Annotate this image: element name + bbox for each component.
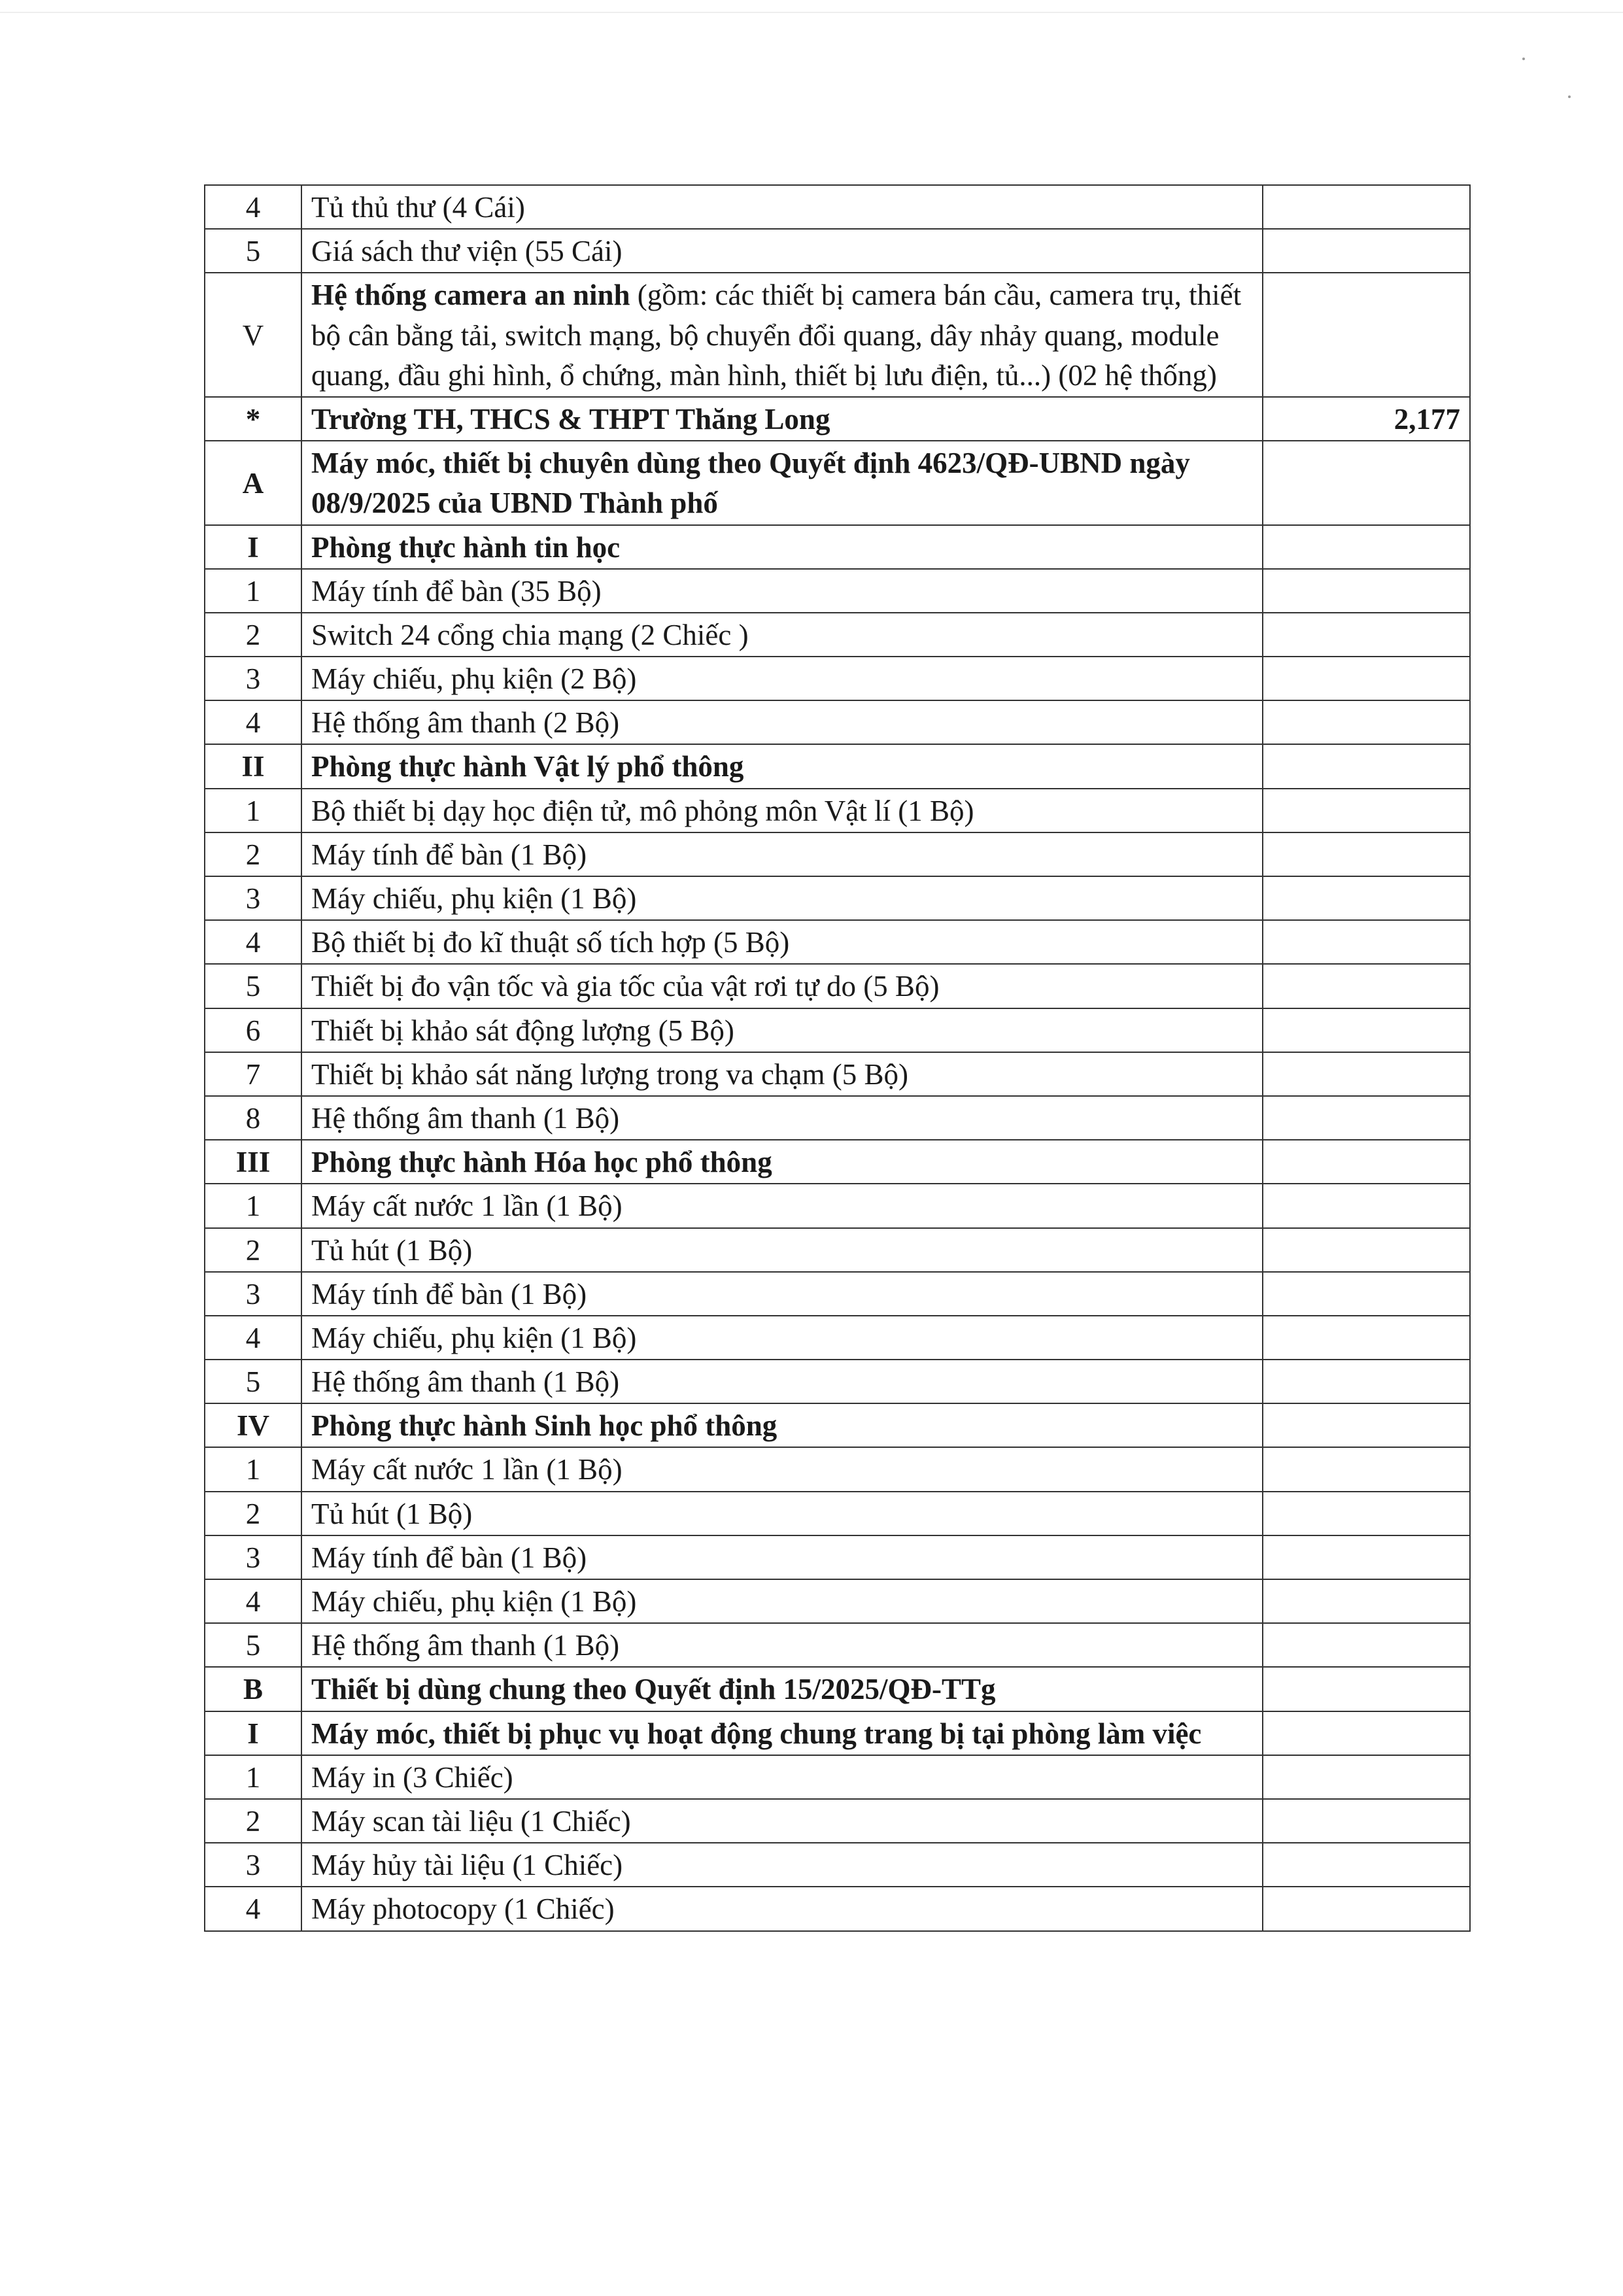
item-value	[1263, 920, 1470, 964]
item-value	[1263, 789, 1470, 832]
item-value	[1263, 1316, 1470, 1360]
item-name: Thiết bị dùng chung theo Quyết định 15/2025/QĐ-TTg	[301, 1667, 1263, 1711]
item-value	[1263, 1843, 1470, 1887]
item-name: Máy hủy tài liệu (1 Chiếc)	[301, 1843, 1263, 1887]
item-value	[1263, 441, 1470, 524]
table-row	[205, 569, 1470, 613]
item-value	[1263, 273, 1470, 397]
row-number: 1	[205, 789, 301, 832]
table-row	[205, 832, 1470, 876]
table-row	[205, 1052, 1470, 1096]
table-row	[205, 700, 1470, 744]
table-row	[205, 876, 1470, 920]
item-value	[1263, 700, 1470, 744]
table-row	[205, 613, 1470, 657]
table-row	[205, 657, 1470, 700]
row-number: 1	[205, 1184, 301, 1227]
table-row	[205, 1096, 1470, 1140]
item-value	[1263, 744, 1470, 788]
item-value	[1263, 1887, 1470, 1930]
row-number: 1	[205, 1447, 301, 1491]
item-value	[1263, 1623, 1470, 1667]
item-value	[1263, 1579, 1470, 1623]
section-row	[205, 1667, 1470, 1711]
row-number: 4	[205, 1316, 301, 1360]
item-value	[1263, 1535, 1470, 1579]
item-name	[301, 273, 1263, 397]
table-row	[205, 1008, 1470, 1052]
item-name: Máy chiếu, phụ kiện (1 Bộ)	[301, 1316, 1263, 1360]
page-top-edge	[0, 12, 1623, 13]
row-number: A	[205, 441, 301, 524]
item-name: Phòng thực hành Hóa học phổ thông	[301, 1140, 1263, 1184]
row-number: 1	[205, 569, 301, 613]
row-number: 5	[205, 964, 301, 1008]
item-value	[1263, 1403, 1470, 1447]
item-name: Máy scan tài liệu (1 Chiếc)	[301, 1799, 1263, 1843]
row-number: 8	[205, 1096, 301, 1140]
item-value	[1263, 1052, 1470, 1096]
table-row	[205, 920, 1470, 964]
item-name: Máy in (3 Chiếc)	[301, 1755, 1263, 1799]
section-row	[205, 1403, 1470, 1447]
table-row	[205, 1579, 1470, 1623]
section-row	[205, 441, 1470, 524]
row-number: 2	[205, 1799, 301, 1843]
item-value	[1263, 229, 1470, 273]
item-name: Tủ thủ thư (4 Cái)	[301, 185, 1263, 229]
item-value	[1263, 569, 1470, 613]
table-row	[205, 789, 1470, 832]
item-name-bold: Hệ thống camera an ninh	[311, 279, 630, 312]
item-name: Máy tính để bàn (1 Bộ)	[301, 832, 1263, 876]
table-row	[205, 964, 1470, 1008]
section-row	[205, 525, 1470, 569]
item-name: Hệ thống âm thanh (1 Bộ)	[301, 1096, 1263, 1140]
item-value	[1263, 1184, 1470, 1227]
section-row	[205, 744, 1470, 788]
item-value: 2,177	[1263, 397, 1470, 441]
item-name: Bộ thiết bị đo kĩ thuật số tích hợp (5 Bộ)	[301, 920, 1263, 964]
table-row	[205, 1887, 1470, 1930]
table-row	[205, 1623, 1470, 1667]
item-name: Bộ thiết bị dạy học điện tử, mô phỏng môn Vật lí (1 Bộ)	[301, 789, 1263, 832]
item-name: Hệ thống âm thanh (1 Bộ)	[301, 1623, 1263, 1667]
table-row	[205, 1535, 1470, 1579]
table-row	[205, 185, 1470, 229]
item-name-detail: (gồm: các thiết bị camera bán cầu, camera trụ, thiết bộ cân bằng tải, switch mạng, bộ chuyển đổi quang, dây nhảy quang, module quang, đầu ghi hình, ổ chứng, màn hình, thiết bị lưu điện, tủ...) (02 hệ thống)	[311, 279, 1242, 392]
row-number: 4	[205, 1887, 301, 1930]
item-name: Tủ hút (1 Bộ)	[301, 1228, 1263, 1272]
item-value	[1263, 1447, 1470, 1491]
item-value	[1263, 185, 1470, 229]
item-name: Thiết bị đo vận tốc và gia tốc của vật rơi tự do (5 Bộ)	[301, 964, 1263, 1008]
item-name: Máy tính để bàn (1 Bộ)	[301, 1535, 1263, 1579]
asset-table	[204, 184, 1471, 1932]
item-name: Máy tính để bàn (1 Bộ)	[301, 1272, 1263, 1316]
item-name: Phòng thực hành Vật lý phổ thông	[301, 744, 1263, 788]
row-number: 5	[205, 1360, 301, 1403]
scan-speck	[1522, 58, 1525, 60]
row-number: 5	[205, 1623, 301, 1667]
item-value	[1263, 1008, 1470, 1052]
table-row	[205, 1755, 1470, 1799]
item-name: Máy chiếu, phụ kiện (1 Bộ)	[301, 1579, 1263, 1623]
item-value	[1263, 1799, 1470, 1843]
section-row	[205, 397, 1470, 441]
table-row	[205, 1799, 1470, 1843]
item-value	[1263, 832, 1470, 876]
item-name: Thiết bị khảo sát động lượng (5 Bộ)	[301, 1008, 1263, 1052]
item-name: Phòng thực hành Sinh học phổ thông	[301, 1403, 1263, 1447]
item-value	[1263, 1272, 1470, 1316]
item-name: Máy móc, thiết bị phục vụ hoạt động chung trang bị tại phòng làm việc	[301, 1711, 1263, 1755]
item-value	[1263, 1492, 1470, 1535]
row-number: 4	[205, 920, 301, 964]
table-row	[205, 1360, 1470, 1403]
row-number: I	[205, 525, 301, 569]
row-number: II	[205, 744, 301, 788]
item-name: Switch 24 cổng chia mạng (2 Chiếc )	[301, 613, 1263, 657]
item-name: Máy chiếu, phụ kiện (1 Bộ)	[301, 876, 1263, 920]
scan-speck	[1568, 95, 1571, 98]
item-value	[1263, 613, 1470, 657]
item-name: Thiết bị khảo sát năng lượng trong va chạm (5 Bộ)	[301, 1052, 1263, 1096]
item-name: Máy photocopy (1 Chiếc)	[301, 1887, 1263, 1930]
section-row	[205, 1140, 1470, 1184]
item-value	[1263, 1140, 1470, 1184]
row-number: IV	[205, 1403, 301, 1447]
row-number: 1	[205, 1755, 301, 1799]
row-number: 6	[205, 1008, 301, 1052]
item-value	[1263, 1711, 1470, 1755]
table-row	[205, 1228, 1470, 1272]
table-row	[205, 1272, 1470, 1316]
asset-table-body	[205, 185, 1470, 1931]
item-name: Máy chiếu, phụ kiện (2 Bộ)	[301, 657, 1263, 700]
item-name: Máy cất nước 1 lần (1 Bộ)	[301, 1447, 1263, 1491]
item-value	[1263, 1096, 1470, 1140]
item-value	[1263, 1228, 1470, 1272]
row-number: I	[205, 1711, 301, 1755]
row-number: 3	[205, 657, 301, 700]
table-row	[205, 273, 1470, 397]
table-row	[205, 1492, 1470, 1535]
row-number: III	[205, 1140, 301, 1184]
row-number: 2	[205, 1492, 301, 1535]
item-value	[1263, 964, 1470, 1008]
row-number: 3	[205, 1535, 301, 1579]
item-name: Tủ hút (1 Bộ)	[301, 1492, 1263, 1535]
row-number: 4	[205, 185, 301, 229]
row-number: B	[205, 1667, 301, 1711]
row-number: 4	[205, 1579, 301, 1623]
item-value	[1263, 876, 1470, 920]
item-value	[1263, 525, 1470, 569]
row-number: 5	[205, 229, 301, 273]
row-number: 3	[205, 876, 301, 920]
table-row	[205, 1316, 1470, 1360]
item-value	[1263, 1755, 1470, 1799]
item-name: Trường TH, THCS & THPT Thăng Long	[301, 397, 1263, 441]
row-number: 3	[205, 1272, 301, 1316]
row-number: *	[205, 397, 301, 441]
item-name: Hệ thống âm thanh (2 Bộ)	[301, 700, 1263, 744]
row-number: 4	[205, 700, 301, 744]
table-row	[205, 229, 1470, 273]
table-row	[205, 1447, 1470, 1491]
row-number: 3	[205, 1843, 301, 1887]
row-number: 7	[205, 1052, 301, 1096]
item-name: Máy móc, thiết bị chuyên dùng theo Quyết định 4623/QĐ-UBND ngày 08/9/2025 của UBND Thành phố	[301, 441, 1263, 524]
item-value	[1263, 657, 1470, 700]
item-value	[1263, 1667, 1470, 1711]
item-name: Phòng thực hành tin học	[301, 525, 1263, 569]
row-number: 2	[205, 832, 301, 876]
row-number: 2	[205, 1228, 301, 1272]
table-row	[205, 1843, 1470, 1887]
item-name: Giá sách thư viện (55 Cái)	[301, 229, 1263, 273]
item-name: Máy tính để bàn (35 Bộ)	[301, 569, 1263, 613]
section-row	[205, 1711, 1470, 1755]
item-name: Máy cất nước 1 lần (1 Bộ)	[301, 1184, 1263, 1227]
item-value	[1263, 1360, 1470, 1403]
item-name: Hệ thống âm thanh (1 Bộ)	[301, 1360, 1263, 1403]
row-number: 2	[205, 613, 301, 657]
table-row	[205, 1184, 1470, 1227]
row-number: V	[205, 273, 301, 397]
